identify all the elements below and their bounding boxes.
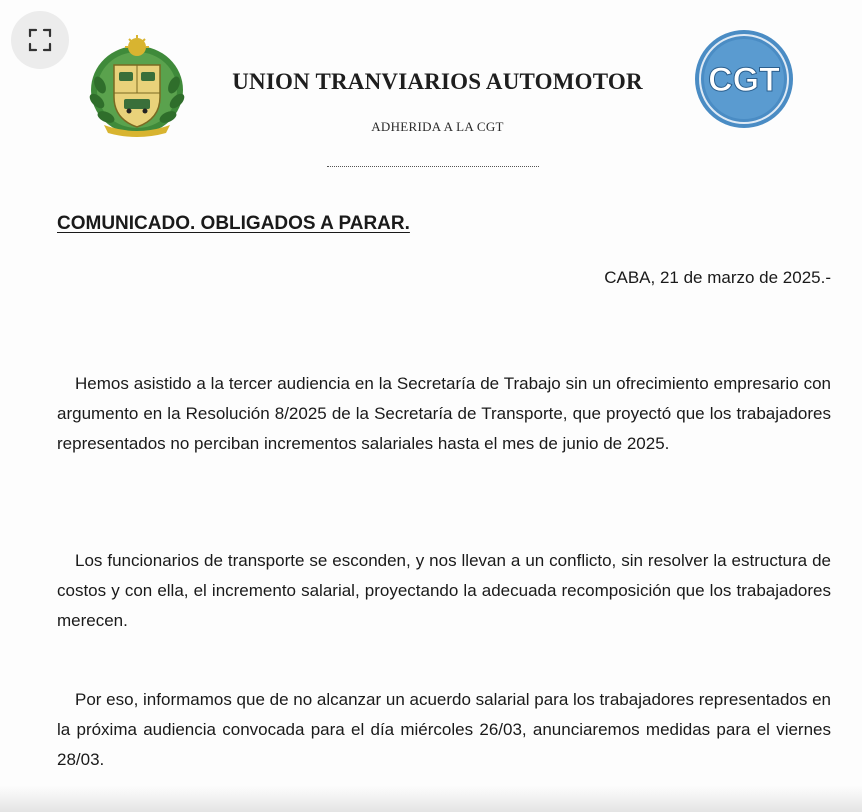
uta-seal-logo: [86, 35, 188, 137]
document-dateline: CABA, 21 de marzo de 2025.-: [604, 268, 831, 287]
expand-button[interactable]: [11, 11, 69, 69]
body-paragraph: Por eso, informamos que de no alcanzar un acuerdo salarial para los trabajadores representados en la próxima audiencia convocada para el día miércoles 26/03, anunciaremos medidas para el viernes 28/03.: [57, 690, 832, 769]
letterhead-divider: [327, 166, 539, 167]
organization-affiliation: ADHERIDA A LA CGT: [371, 119, 504, 134]
organization-name: UNION TRANVIARIOS AUTOMOTOR: [232, 69, 643, 94]
expand-icon: [27, 27, 53, 53]
svg-text:CGT: CGT: [708, 61, 780, 99]
document-headline: COMUNICADO. OBLIGADOS A PARAR.: [57, 213, 410, 234]
bottom-fade: [0, 786, 862, 812]
cgt-seal-logo: [693, 28, 795, 130]
body-paragraph: Hemos asistido a la tercer audiencia en la Secretaría de Trabajo sin un ofrecimiento empresario con argumento en la Resolución 8/2025 de la Secretaría de Transporte, que proyectó que los trabajadores representados no perciban incrementos salariales hasta el mes de junio de 2025.: [57, 374, 831, 453]
body-paragraph: Los funcionarios de transporte se esconden, y nos llevan a un conflicto, sin resolver la estructura de costos y con ella, el incremento salarial, proyectando la adecuada recomposición que los trabajadores merecen.: [57, 551, 831, 630]
